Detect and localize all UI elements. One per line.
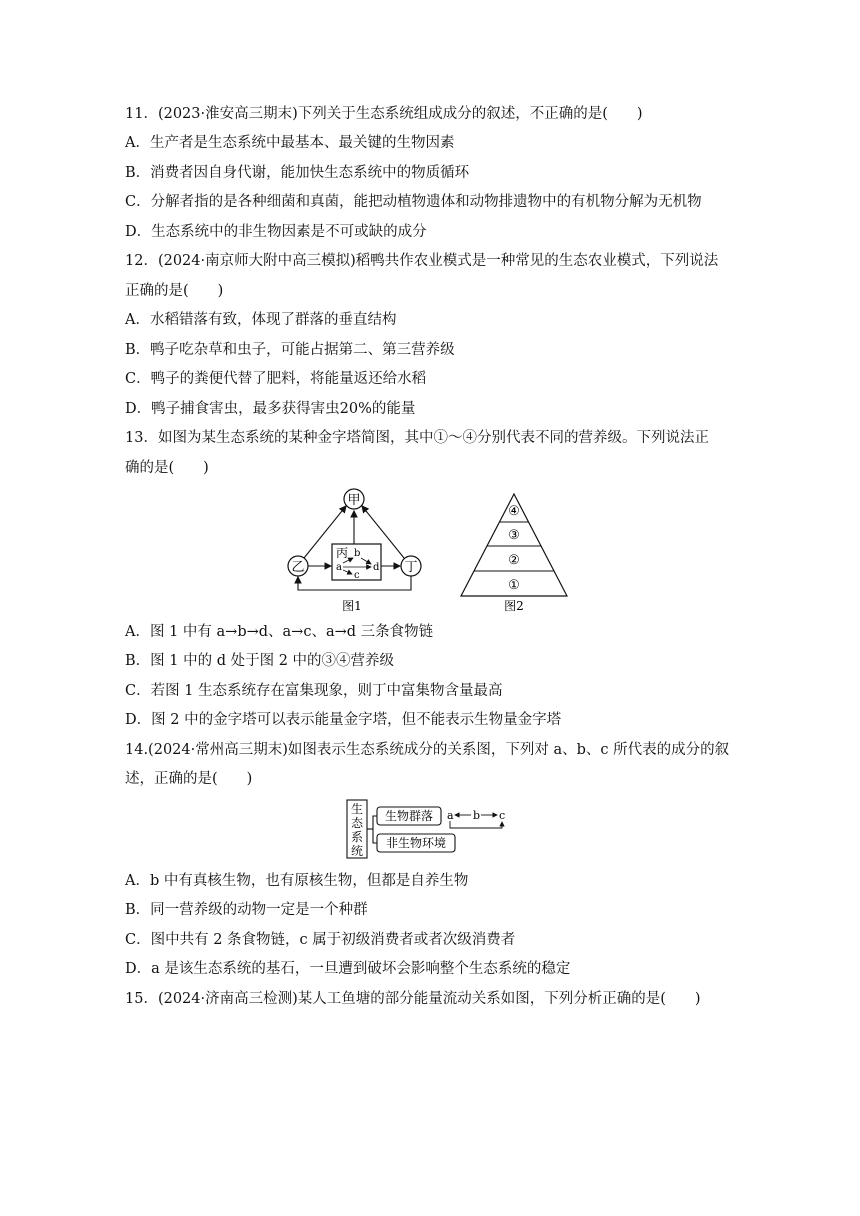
node-a-label: a <box>447 809 454 822</box>
arrow-a-to-c <box>343 570 352 574</box>
abiotic-label: 非生物环境 <box>385 836 447 850</box>
pyramid-level-2: ② <box>508 553 520 568</box>
figure-1-caption: 图1 <box>342 599 362 613</box>
q11-option-d: D．生态系统中的非生物因素是不可或缺的成分 <box>125 224 427 240</box>
node-c-label: c <box>499 809 506 822</box>
q14-figure <box>345 798 515 862</box>
arrow-a-to-c <box>450 821 502 828</box>
q12-option-b: B．鸭子吃杂草和虫子，可能占据第二、第三营养级 <box>125 342 455 358</box>
pyramid-level-4: ④ <box>508 504 520 519</box>
ecosystem-char-2: 态 <box>350 816 364 830</box>
inner-c-label: c <box>354 570 360 581</box>
q12-option-a: A．水稻错落有致，体现了群落的垂直结构 <box>125 312 397 328</box>
node-jia-label: 甲 <box>347 493 361 508</box>
q14-stem-line1: 14.(2024·常州高三期末)如图表示生态系统成分的关系图，下列对 a、b、c 所代表的成分的叙 <box>125 742 730 758</box>
q11-option-c: C．分解者指的是各种细菌和真菌，能把动植物遗体和动物排遗物中的有机物分解为无机物 <box>125 194 702 210</box>
q13-figure-2 <box>455 492 575 618</box>
q14-option-b: B．同一营养级的动物一定是一个种群 <box>125 902 368 918</box>
q14-option-a: A．b 中有真核生物，也有原核生物，但都是自养生物 <box>125 873 469 889</box>
pyramid-level-3: ③ <box>508 528 520 543</box>
arrow-ding-to-jia <box>362 506 404 558</box>
q15-stem: 15．(2024·济南高三检测)某人工鱼塘的部分能量流动关系如图，下列分析正确的是( ) <box>125 991 701 1007</box>
node-ding-label: 丁 <box>404 560 418 575</box>
q13-option-d: D．图 2 中的金字塔可以表示能量金字塔，但不能表示生物量金字塔 <box>125 712 562 728</box>
q13-option-b: B．图 1 中的 d 处于图 2 中的③④营养级 <box>125 653 395 669</box>
q13-stem-line2: 确的是( ) <box>125 460 209 476</box>
figure-2-caption: 图2 <box>504 599 524 613</box>
community-label: 生物群落 <box>384 809 434 823</box>
q12-stem-line1: 12．(2024·南京师大附中高三模拟)稻鸭共作农业模式是一种常见的生态农业模式，下列说法 <box>125 253 719 269</box>
q11-stem: 11．(2023·淮安高三期末)下列关于生态系统组成成分的叙述，不正确的是( ) <box>125 106 643 122</box>
inner-d-label: d <box>373 562 380 573</box>
q14-option-d: D．a 是该生态系统的基石，一旦遭到破坏会影响整个生态系统的稳定 <box>125 961 571 977</box>
q12-stem-line2: 正确的是( ) <box>125 283 224 299</box>
q12-option-d: D．鸭子捕食害虫，最多获得害虫20%的能量 <box>125 401 416 417</box>
q13-option-a: A．图 1 中有 a→b→d、a→c、a→d 三条食物链 <box>125 624 434 640</box>
node-bing-label: 丙 <box>336 546 349 560</box>
inner-a-label: a <box>336 562 342 573</box>
q13-option-c: C．若图 1 生态系统存在富集现象，则丁中富集物含量最高 <box>125 683 503 699</box>
q11-option-b: B．消费者因自身代谢，能加快生态系统中的物质循环 <box>125 165 470 181</box>
q14-stem-line2: 述，正确的是( ) <box>125 771 253 787</box>
q12-option-c: C．鸭子的粪便代替了肥料，将能量返还给水稻 <box>125 371 427 387</box>
ecosystem-char-4: 统 <box>350 844 364 858</box>
ecosystem-char-1: 生 <box>350 802 364 816</box>
pyramid-level-1: ① <box>508 578 520 593</box>
q11-option-a: A．生产者是生态系统中最基本、最关键的生物因素 <box>125 135 455 151</box>
node-yi-label: 乙 <box>291 560 305 575</box>
node-b-label: b <box>473 809 481 822</box>
inner-b-label: b <box>354 548 361 559</box>
bracket <box>373 816 377 843</box>
arrow-b-to-d <box>361 558 371 564</box>
ecosystem-char-3: 系 <box>350 830 364 844</box>
q14-option-c: C．图中共有 2 条食物链，c 属于初级消费者或者次级消费者 <box>125 932 516 948</box>
q13-stem-line1: 13．如图为某生态系统的某种金字塔简图，其中①～④分别代表不同的营养级。下列说法正 <box>125 430 709 446</box>
q13-figure-1 <box>280 484 435 616</box>
